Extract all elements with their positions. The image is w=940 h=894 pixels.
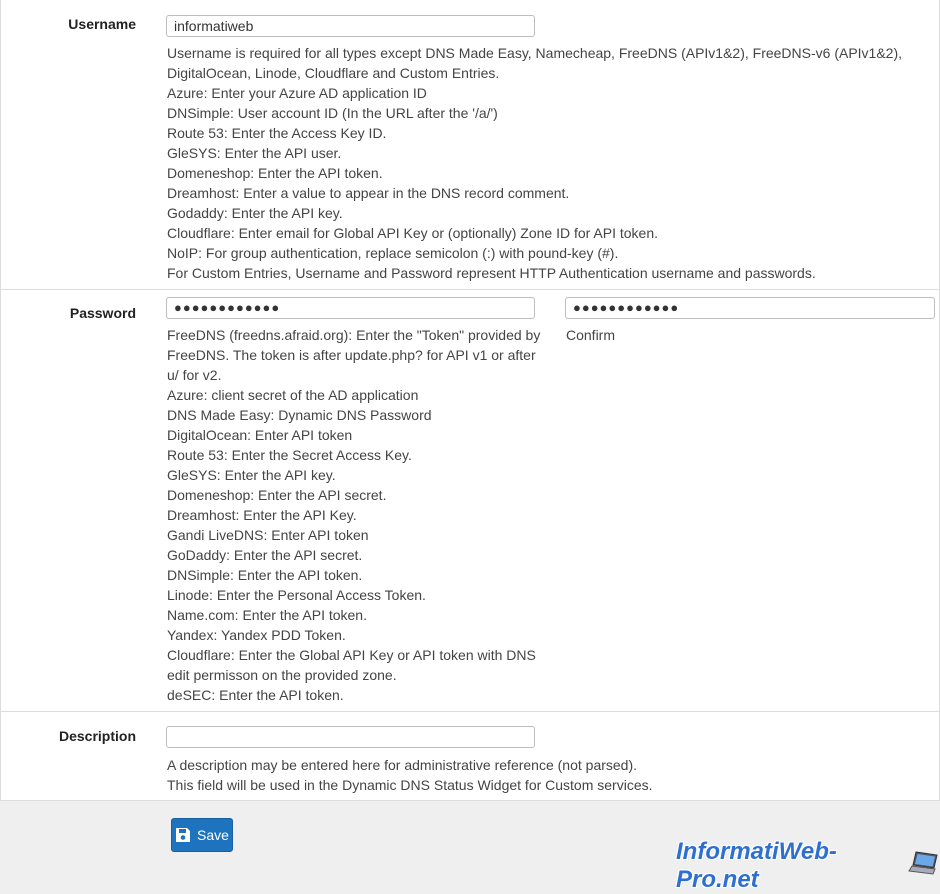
help-line: u/ for v2.	[167, 367, 222, 383]
save-button-label: Save	[197, 827, 229, 843]
help-line: Azure: client secret of the AD application	[167, 387, 419, 403]
help-line: edit permisson on the provided zone.	[167, 667, 397, 683]
help-line: Cloudflare: Enter the Global API Key or API token with DNS	[167, 647, 536, 663]
help-line: Linode: Enter the Personal Access Token.	[167, 587, 426, 603]
description-label: Description	[58, 728, 136, 744]
help-line: Route 53: Enter the Access Key ID.	[167, 125, 387, 141]
help-line: Name.com: Enter the API token.	[167, 607, 367, 623]
help-line: deSEC: Enter the API token.	[167, 687, 344, 703]
help-line: GleSYS: Enter the API key.	[167, 467, 336, 483]
help-line: This field will be used in the Dynamic DNS Status Widget for Custom services.	[167, 777, 653, 793]
username-help	[167, 43, 902, 283]
help-line: FreeDNS (freedns.afraid.org): Enter the "Token" provided by	[167, 327, 541, 343]
description-help	[167, 755, 653, 795]
help-line: DNSimple: User account ID (In the URL after the '/a/')	[167, 105, 498, 121]
help-line: Username is required for all types except DNS Made Easy, Namecheap, FreeDNS (APIv1&2), FreeDNS-v6 (APIv1&2),	[167, 45, 903, 61]
help-line: FreeDNS. The token is after update.php? for API v1 or after	[167, 347, 536, 363]
help-line: DigitalOcean: Enter API token	[167, 427, 353, 443]
password-confirm-input[interactable]: ●●●●●●●●●●●●	[565, 297, 935, 319]
help-line: Yandex: Yandex PDD Token.	[167, 627, 346, 643]
help-line: DigitalOcean, Linode, Cloudflare and Custom Entries.	[167, 65, 500, 81]
help-line: Dreamhost: Enter the API Key.	[167, 507, 357, 523]
save-button[interactable]	[171, 818, 233, 852]
help-line: Azure: Enter your Azure AD application ID	[167, 85, 427, 101]
help-line: Domeneshop: Enter the API token.	[167, 165, 383, 181]
row-divider	[1, 711, 939, 712]
password-confirm-label: Confirm	[566, 327, 616, 343]
help-line: GleSYS: Enter the API user.	[167, 145, 342, 161]
help-line: NoIP: For group authentication, replace semicolon (:) with pound-key (#).	[167, 245, 619, 261]
help-line: Domeneshop: Enter the API secret.	[167, 487, 387, 503]
save-icon	[175, 827, 191, 843]
help-line: Route 53: Enter the Secret Access Key.	[167, 447, 412, 463]
help-line: For Custom Entries, Username and Password represent HTTP Authentication username and passwords.	[167, 265, 816, 281]
description-input[interactable]	[166, 726, 535, 748]
help-line: A description may be entered here for administrative reference (not parsed).	[167, 757, 638, 773]
row-divider	[1, 289, 939, 290]
help-line: Cloudflare: Enter email for Global API Key or (optionally) Zone ID for API token.	[167, 225, 659, 241]
username-label: Username	[68, 16, 136, 32]
help-line: Gandi LiveDNS: Enter API token	[167, 527, 369, 543]
help-line: GoDaddy: Enter the API secret.	[167, 547, 363, 563]
laptop-icon	[908, 850, 940, 883]
password-help	[167, 325, 540, 705]
password-input[interactable]: ●●●●●●●●●●●●	[166, 297, 535, 319]
help-line: DNSimple: Enter the API token.	[167, 567, 363, 583]
password-label: Password	[69, 305, 136, 321]
help-line: Dreamhost: Enter a value to appear in the DNS record comment.	[167, 185, 570, 201]
watermark	[676, 838, 940, 894]
help-line: DNS Made Easy: Dynamic DNS Password	[167, 407, 432, 423]
watermark-text: InformatiWeb-Pro.net	[676, 838, 837, 893]
help-line: Godaddy: Enter the API key.	[167, 205, 343, 221]
username-input[interactable]: informatiweb	[166, 15, 535, 37]
